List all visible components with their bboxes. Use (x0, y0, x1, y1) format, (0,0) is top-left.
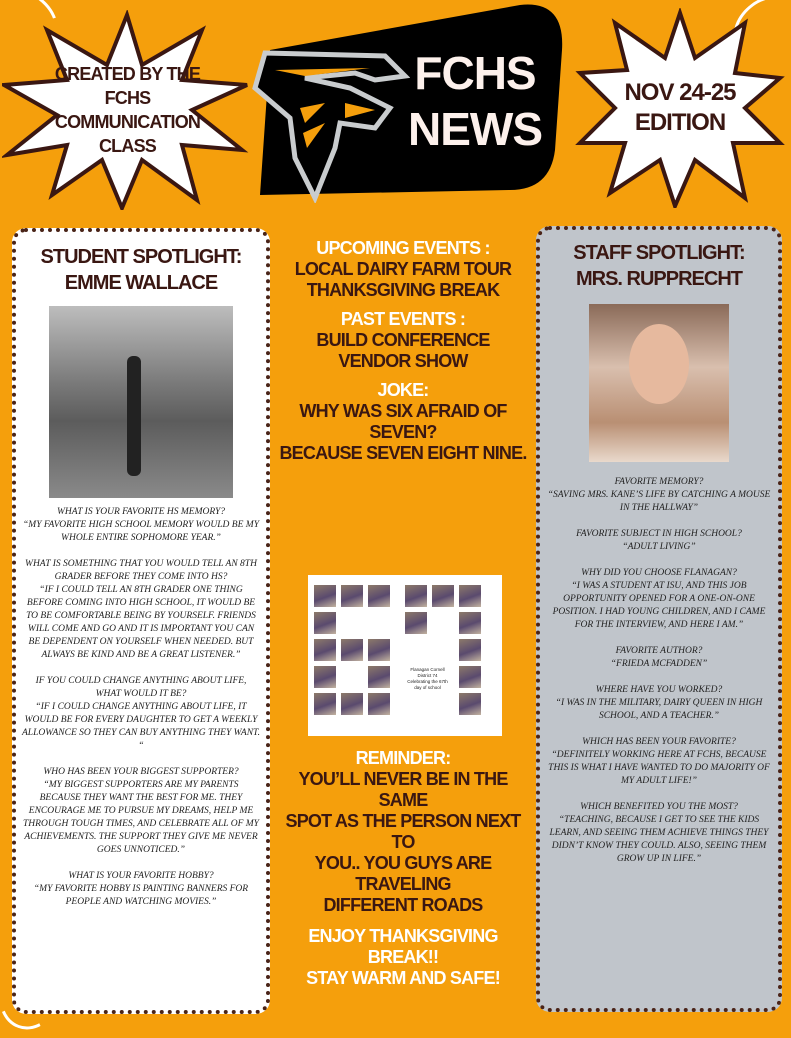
joke-heading: JOKE: (377, 380, 429, 400)
caption-line: District 74 (417, 673, 438, 678)
collage-photo (341, 639, 363, 661)
collage-photo (368, 666, 390, 688)
created-by-label (40, 62, 215, 158)
student-name: EMME WALLACE (64, 272, 218, 294)
collage-photo (405, 585, 427, 607)
joke-line: WHY WAS SIX AFRAID OF (299, 401, 507, 421)
created-by-line: CREATED BY THE (54, 64, 201, 84)
staff-qa (540, 476, 778, 866)
question: FAVORITE SUBJECT IN HIGH SCHOOL? (576, 529, 742, 539)
collage-photo (314, 666, 336, 688)
event-item: LOCAL DAIRY FARM TOUR (294, 259, 512, 279)
edition-date: NOV 24-25 (624, 79, 736, 106)
collage-caption (400, 667, 455, 691)
student-spotlight-panel (12, 228, 270, 1014)
answer: “I WAS IN THE MILITARY, DAIRY QUEEN IN HIGH SCHOOL, AND A TEACHER.” (555, 698, 763, 721)
answer: “IF I COULD TELL AN 8TH GRADER ONE THING BEFORE COMING INTO HIGH SCHOOL, IT WOULD BE TO BE COMFORTABLE BEING BY YOURSELF. FRIENDS WILL COME AND GO AND IT IS IMPORTANT YOU CAN BE DEPENDENT ON YOURSELF WHEN NEEDED. BUT ALWAYS BE KIND AND BE A GREAT LISTENER.” (26, 585, 256, 660)
question: WHO HAS BEEN YOUR BIGGEST SUPPORTER? (43, 767, 239, 777)
answer: “FRIEDA MCFADDEN” (610, 659, 708, 669)
student-qa (16, 506, 266, 909)
edition-word: EDITION (634, 109, 726, 136)
collage-photo (314, 693, 336, 715)
answer: “I WAS A STUDENT AT ISU, AND THIS JOB OPPORTUNITY OPENED FOR A ONE-ON-ONE POSITION. I HAD YOUNG CHILDREN, AND I CAME FOR THE INTERVIEW, AND HERE I AM.” (552, 581, 766, 630)
edition-label (600, 78, 760, 138)
staff-spotlight-heading (540, 240, 778, 292)
joke-line: SEVEN? (369, 422, 437, 442)
qa-item (22, 506, 260, 545)
closing-line: ENJOY THANKSGIVING BREAK!! (308, 926, 498, 967)
qa-item (22, 675, 260, 753)
qa-item (22, 766, 260, 857)
question: WHAT IS YOUR FAVORITE HS MEMORY? (56, 507, 226, 517)
event-item: THANKSGIVING BREAK (306, 280, 500, 300)
qa-item (22, 558, 260, 662)
reminder-line: SPOT AS THE PERSON NEXT TO (285, 811, 521, 852)
answer: “TEACHING, BECAUSE I GET TO SEE THE KIDS LEARN, AND SEEING THEM ACHIEVE THINGS THEY DIDN’T KNOW THEY COULD. ALSO, SEEING THEM GROW UP IN LIFE.” (549, 815, 769, 864)
collage-photo (314, 639, 336, 661)
newsletter-title (405, 45, 545, 157)
collage-photo (432, 585, 454, 607)
upcoming-events-heading: UPCOMING EVENTS : (316, 238, 490, 258)
collage-photo (368, 639, 390, 661)
reminder-heading: REMINDER: (355, 748, 451, 768)
collage-photo (405, 612, 427, 634)
collage-photo (459, 666, 481, 688)
qa-item (544, 476, 774, 515)
question: WHICH BENEFITED YOU THE MOST? (580, 802, 738, 812)
reminder-line: YOU’LL NEVER BE IN THE SAME (298, 769, 508, 810)
collage-photo (459, 585, 481, 607)
title-news: NEWS (408, 103, 542, 155)
qa-item (544, 645, 774, 671)
collage-photo (368, 693, 390, 715)
events-section (274, 238, 532, 464)
answer: “ADULT LIVING” (622, 542, 696, 552)
collage-photo (459, 693, 481, 715)
qa-item (22, 870, 260, 909)
qa-item (544, 567, 774, 632)
created-by-line: CLASS (98, 136, 156, 156)
event-item: VENDOR SHOW (338, 351, 468, 371)
student-photo (49, 306, 233, 498)
answer: “MY FAVORITE HIGH SCHOOL MEMORY WOULD BE MY WHOLE ENTIRE SOPHOMORE YEAR.” (23, 520, 259, 543)
collage-photo (459, 612, 481, 634)
closing-line: STAY WARM AND SAFE! (306, 968, 500, 988)
event-item: BUILD CONFERENCE (316, 330, 490, 350)
heading-line: STAFF SPOTLIGHT: (573, 242, 745, 264)
answer: “MY BIGGEST SUPPORTERS ARE MY PARENTS BECAUSE THEY WANT THE BEST FOR ME. THEY ENCOURAGE ME TO PURSUE MY DREAMS, HELP ME THROUGH TOUGH TIMES, AND CELEBRATE ALL OF MY ACHIEVEMENTS. THE SUPPORT THEY GIVE ME NEVER GOES UNNOTICED.” (23, 780, 259, 855)
answer: “IF I COULD CHANGE ANYTHING ABOUT LIFE, IT WOULD BE FOR EVERY DAUGHTER TO GET A WEEKLY ALLOWANCE SO THEY CAN BUY ANYTHING THEY WANT. “ (22, 702, 260, 751)
qa-item (544, 801, 774, 866)
collage-photo (314, 585, 336, 607)
question: FAVORITE AUTHOR? (615, 646, 703, 656)
collage-photo (314, 612, 336, 634)
reminder-line: DIFFERENT ROADS (323, 895, 483, 915)
joke-punchline: BECAUSE SEVEN EIGHT NINE. (279, 443, 527, 463)
caption-line: day of school (414, 685, 441, 690)
staff-name: MRS. RUPPRECHT (575, 268, 742, 290)
collage-six (314, 585, 390, 715)
created-by-line: FCHS (104, 88, 151, 108)
question: WHERE HAVE YOU WORKED? (595, 685, 723, 695)
collage-photo (459, 639, 481, 661)
answer: “SAVING MRS. KANE’S LIFE BY CATCHING A MOUSE IN THE HALLWAY” (547, 490, 771, 513)
title-fchs: FCHS (414, 47, 536, 99)
collage-photo (341, 585, 363, 607)
collage-photo (368, 585, 390, 607)
qa-item (544, 528, 774, 554)
caption-line: Celebrating the 67th (407, 679, 448, 684)
question: WHY DID YOU CHOOSE FLANAGAN? (581, 568, 737, 578)
photo-collage (308, 575, 502, 736)
question: WHAT IS SOMETHING THAT YOU WOULD TELL AN 8TH GRADER BEFORE THEY COME INTO HS? (25, 559, 257, 582)
answer: “MY FAVORITE HOBBY IS PAINTING BANNERS FOR PEOPLE AND WATCHING MOVIES.” (33, 884, 249, 907)
reminder-line: YOU.. YOU GUYS ARE TRAVELING (314, 853, 492, 894)
question: IF YOU COULD CHANGE ANYTHING ABOUT LIFE, WHAT WOULD IT BE? (35, 676, 247, 699)
collage-seven (405, 585, 481, 715)
past-events-heading: PAST EVENTS : (340, 309, 466, 329)
collage-photo (341, 693, 363, 715)
falcon-logo (245, 48, 410, 203)
qa-item (544, 684, 774, 723)
staff-spotlight-panel (536, 226, 782, 1012)
heading-line: STUDENT SPOTLIGHT: (40, 246, 242, 268)
student-spotlight-heading (16, 244, 266, 296)
question: FAVORITE MEMORY? (614, 477, 704, 487)
qa-item (544, 736, 774, 788)
question: WHAT IS YOUR FAVORITE HOBBY? (68, 871, 214, 881)
question: WHICH HAS BEEN YOUR FAVORITE? (582, 737, 736, 747)
reminder-section (274, 748, 532, 989)
answer: “DEFINITELY WORKING HERE AT FCHS, BECAUSE THIS IS WHAT I HAVE WANTED TO DO MAJORITY OF MY ADULT LIFE!” (548, 750, 770, 786)
created-by-line: COMMUNICATION (54, 112, 201, 132)
staff-photo (589, 304, 729, 462)
caption-line: Flanagan Cornell (410, 667, 445, 672)
